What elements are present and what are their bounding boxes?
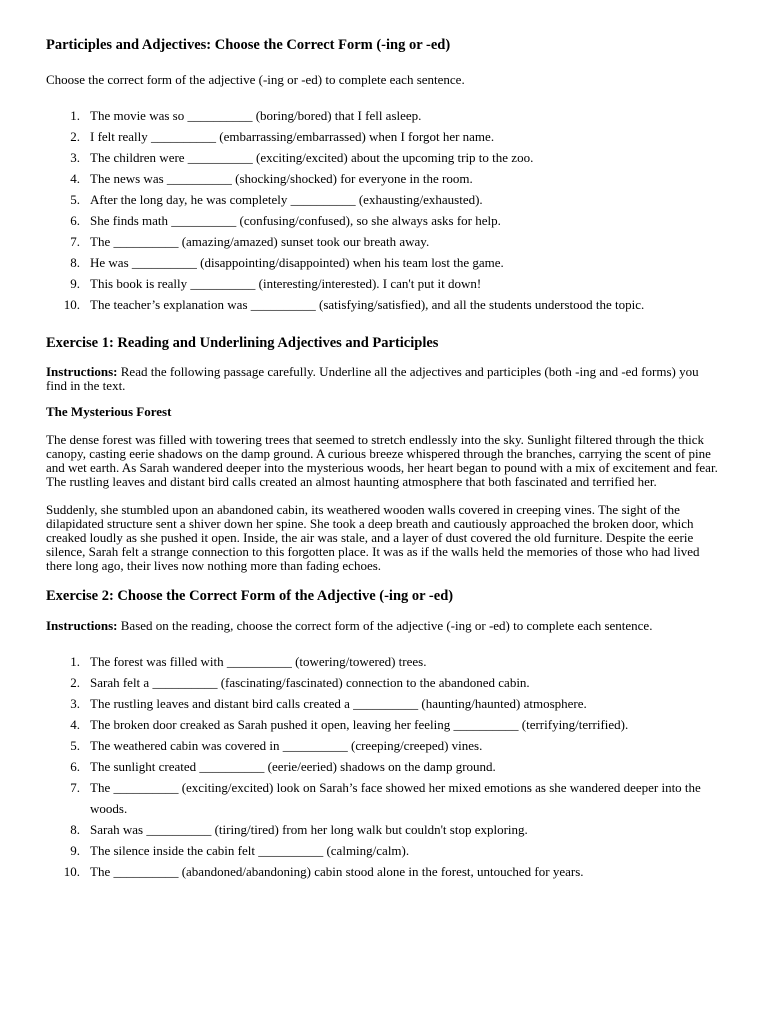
exercise2-instructions bbox=[46, 615, 722, 636]
list-item: 7. The __________ (exciting/excited) look on Sarah’s face showed her mixed emotions as she wandered deeper into the woods. bbox=[70, 779, 701, 816]
instructions-text: Based on the reading, choose the correct form of the adjective (-ing or -ed) to complete each sentence. bbox=[117, 617, 653, 633]
list-item: 1. The forest was filled with __________ (towering/towered) trees. bbox=[70, 653, 427, 669]
list-item: 2. I felt really __________ (embarrassing/embarrassed) when I forgot her name. bbox=[70, 129, 495, 144]
exercise1-instructions bbox=[46, 365, 722, 393]
story-paragraph-2: Suddenly, she stumbled upon an abandoned cabin, its weathered wooden walls covered in creeping vines. The sight of the dilapidated structure sent a shiver down her spine. She took a deep breath and cautiously approached the broken door, which creaked loudly as she pushed it open. Inside, the air was stale, and a layer of dust covered the old furniture. Despite the eerie silence, Sarah felt a strange connection to this forgotten place. It was as if the walls held the memories of those who had lived there long ago, their lives now nothing more than fading echoes. bbox=[46, 501, 700, 573]
list-item: 4. The broken door creaked as Sarah pushed it open, leaving her feeling __________ (terrifying/terrified). bbox=[70, 716, 629, 732]
list-item: 8. He was __________ (disappointing/disappointed) when his team lost the game. bbox=[70, 255, 504, 270]
exercise2-title: Exercise 2: Choose the Correct Form of the Adjective (-ing or -ed) bbox=[46, 587, 454, 604]
list-item: 7. The __________ (amazing/amazed) sunset took our breath away. bbox=[70, 234, 430, 249]
list-item: 5. The weathered cabin was covered in __________ (creeping/creeped) vines. bbox=[70, 737, 483, 753]
instructions-text: Read the following passage carefully. Underline all the adjectives and participles (both -ing and -ed forms) you find in the text. bbox=[46, 363, 699, 393]
list-item: 10. The __________ (abandoned/abandoning) cabin stood alone in the forest, untouched for years. bbox=[63, 863, 584, 879]
list-item: 3. The children were __________ (exciting/excited) about the upcoming trip to the zoo. bbox=[70, 150, 534, 165]
list-item: 2. Sarah felt a __________ (fascinating/fascinated) connection to the abandoned cabin. bbox=[70, 674, 530, 690]
instructions-label: Instructions: bbox=[46, 363, 118, 379]
list-item: 5. After the long day, he was completely __________ (exhausting/exhausted). bbox=[70, 192, 483, 207]
instructions-label: Instructions: bbox=[46, 617, 118, 633]
story-title: The Mysterious Forest bbox=[46, 403, 172, 419]
list-item: 9. This book is really __________ (interesting/interested). I can't put it down! bbox=[70, 276, 482, 291]
exercise2-question-list bbox=[46, 651, 722, 882]
list-item: 1. The movie was so __________ (boring/bored) that I fell asleep. bbox=[70, 108, 422, 123]
list-item: 9. The silence inside the cabin felt __________ (calming/calm). bbox=[70, 842, 410, 858]
list-item: 4. The news was __________ (shocking/shocked) for everyone in the room. bbox=[70, 171, 473, 186]
part1-question-list bbox=[46, 105, 722, 316]
list-item: 8. Sarah was __________ (tiring/tired) from her long walk but couldn't stop exploring. bbox=[70, 821, 528, 837]
exercise1-title: Exercise 1: Reading and Underlining Adjectives and Participles bbox=[46, 334, 439, 351]
list-item: 6. She finds math __________ (confusing/confused), so she always asks for help. bbox=[70, 213, 501, 228]
story-paragraph-1: The dense forest was filled with towering trees that seemed to stretch endlessly into the sky. Sunlight filtered through the thick canopy, casting eerie shadows on the damp ground. A curious breeze whispered through the branches, carrying the scent of pine and wet earth. As Sarah wandered deeper into the mysterious woods, her heart began to pound with a mix of excitement and fear. The rustling leaves and distant bird calls created an almost haunting atmosphere that both fascinated and terrified her. bbox=[46, 431, 718, 489]
worksheet-intro: Choose the correct form of the adjective (-ing or -ed) to complete each sentence. bbox=[46, 72, 465, 87]
list-item: 3. The rustling leaves and distant bird calls created a __________ (haunting/haunted) atmosphere. bbox=[70, 695, 587, 711]
list-item: 6. The sunlight created __________ (eerie/eeried) shadows on the damp ground. bbox=[70, 758, 496, 774]
list-item: 10. The teacher’s explanation was __________ (satisfying/satisfied), and all the students understood the topic. bbox=[63, 297, 645, 312]
worksheet-title: Participles and Adjectives: Choose the Correct Form (-ing or -ed) bbox=[46, 37, 451, 53]
